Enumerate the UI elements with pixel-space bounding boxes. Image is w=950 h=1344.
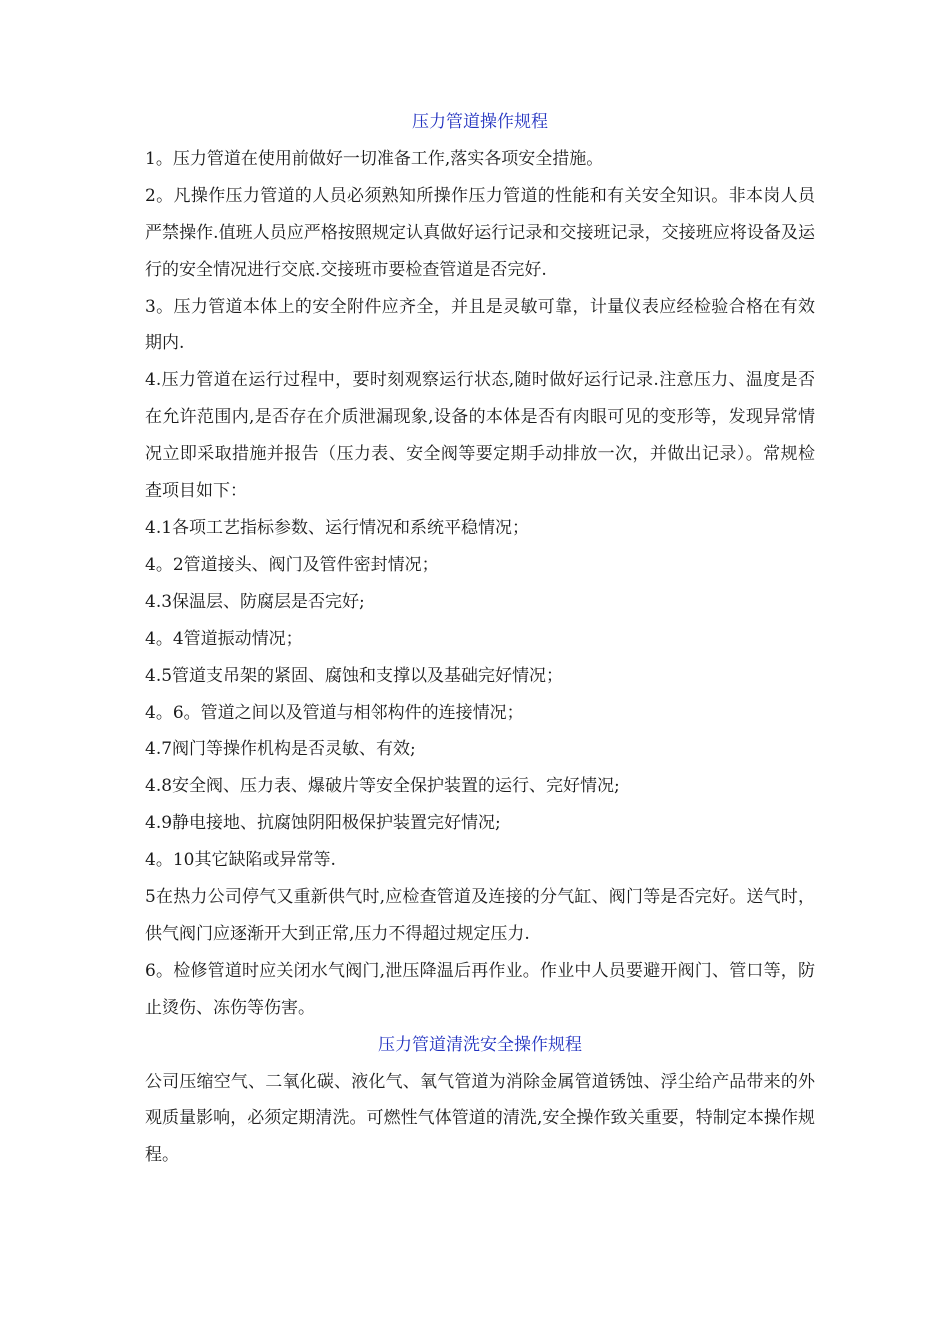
paragraph-2: 2。凡操作压力管道的人员必须熟知所操作压力管道的性能和有关安全知识。非本岗人员严禁操作.值班人员应严格按照规定认真做好运行记录和交接班记录，交接班应将设备及运行的安全情况进行交底.交接班市要检查管道是否完好. <box>145 185 815 280</box>
paragraph-4: 4.压力管道在运行过程中，要时刻观察运行状态,随时做好运行记录.注意压力、温度是否在允许范围内,是否存在介质泄漏现象,设备的本体是否有肉眼可见的变形等，发现异常情况立即采取措施并报告（压力表、安全阀等要定期手动排放一次，并做出记录）。常规检查项目如下： <box>145 370 815 502</box>
paragraph-1: 1。压力管道在使用前做好一切准备工作,落实各项安全措施。 <box>145 148 604 169</box>
list-item-4-6: 4。6。管道之间以及管道与相邻构件的连接情况； <box>145 702 524 723</box>
list-item-4-2: 4。2管道接头、阀门及管件密封情况； <box>145 554 439 575</box>
list-item-4-1: 4.1各项工艺指标参数、运行情况和系统平稳情况； <box>145 517 530 538</box>
document-body <box>145 104 815 1174</box>
paragraph-3: 3。压力管道本体上的安全附件应齐全，并且是灵敏可靠，计量仪表应经检验合格在有效期内. <box>145 296 815 354</box>
list-item-4-5: 4.5管道支吊架的紧固、腐蚀和支撑以及基础完好情况； <box>145 665 564 686</box>
paragraph-6: 6。检修管道时应关闭水气阀门,泄压降温后再作业。作业中人员要避开阀门、管口等，防止烫伤、冻伤等伤害。 <box>145 960 815 1018</box>
list-item-4-3: 4.3保温层、防腐层是否完好; <box>145 591 365 612</box>
list-item-4-10: 4。10其它缺陷或异常等. <box>145 850 336 871</box>
section-title: 压力管道操作规程 <box>412 112 548 132</box>
paragraph-5: 5在热力公司停气又重新供气时,应检查管道及连接的分气缸、阀门等是否完好。送气时，供气阀门应逐渐开大到正常,压力不得超过规定压力. <box>145 887 815 944</box>
list-item-4-8: 4.8安全阀、压力表、爆破片等安全保护装置的运行、完好情况; <box>145 776 620 797</box>
list-item-4-9: 4.9静电接地、抗腐蚀阴阳极保护装置完好情况; <box>145 813 501 834</box>
section-title-cleaning: 压力管道清洗安全操作规程 <box>378 1034 582 1055</box>
list-item-4-7: 4.7阀门等操作机构是否灵敏、有效; <box>145 739 416 760</box>
paragraph-cleaning-intro: 公司压缩空气、二氧化碳、液化气、氧气管道为消除金属管道锈蚀、浮尘给产品带来的外观质量影响，必须定期清洗。可燃性气体管道的清洗,安全操作致关重要，特制定本操作规程。 <box>145 1071 815 1166</box>
list-item-4-4: 4。4管道振动情况； <box>145 628 303 649</box>
